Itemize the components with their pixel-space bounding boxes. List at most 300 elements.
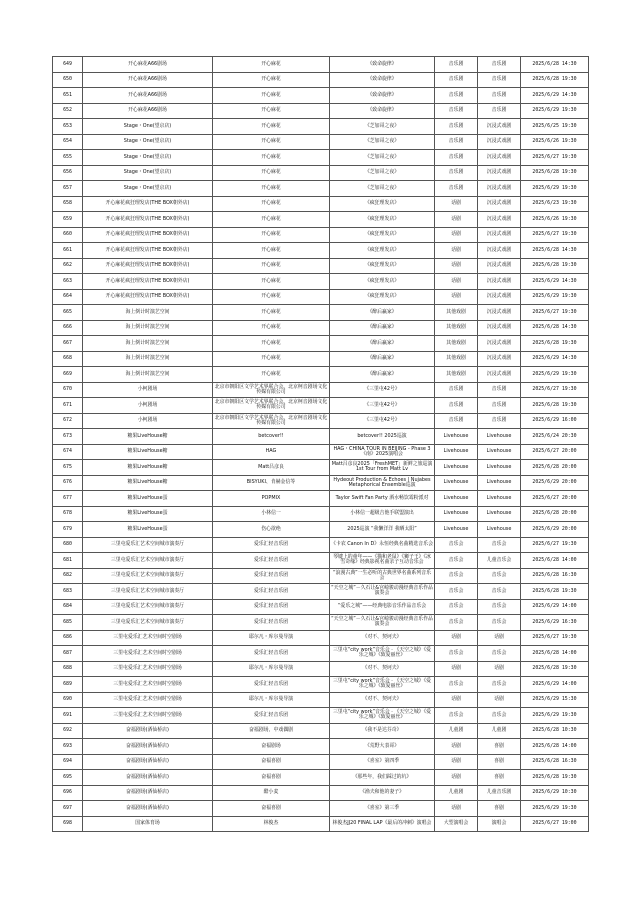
venue-cell: 海上倒计时演艺空间 (83, 305, 213, 321)
category-cell: 其他戏剧 (435, 305, 478, 321)
datetime-cell: 2025/6/29 15:30 (521, 692, 589, 708)
show-title-cell: 《疯狂理发店》 (330, 212, 435, 228)
venue-cell: 糖果LiveHouse蛋 (83, 522, 213, 538)
organizer-cell: 耶尔凡・库尔曼导演 (213, 661, 330, 677)
table-row (53, 615, 589, 631)
organizer-cell: 开心麻花 (213, 196, 330, 212)
venue-cell: 小柯剧场 (83, 413, 213, 429)
venue-cell: 国家体育场 (83, 816, 213, 832)
datetime-cell: 2025/6/29 14:30 (521, 274, 589, 290)
subcategory-cell: 沉浸式戏剧 (478, 320, 521, 336)
show-title-cell: 《三里屯42号》 (330, 413, 435, 429)
table-row (53, 444, 589, 460)
organizer-cell: 开心麻花 (213, 72, 330, 88)
venue-cell: 开心麻花疯狂理发店(THE BOX朝外店) (83, 196, 213, 212)
show-title-cell: 《喜室》第四季 (330, 754, 435, 770)
table-row (53, 289, 589, 305)
row-number-cell: 678 (53, 506, 83, 522)
table-row (53, 429, 589, 445)
show-title-cell: betcover!! 2025巡演 (330, 429, 435, 445)
organizer-cell: 奋福剧场，中戏偶剧 (213, 723, 330, 739)
table-row (53, 475, 589, 491)
row-number-cell: 661 (53, 243, 83, 259)
row-number-cell: 665 (53, 305, 83, 321)
show-title-cell: 《芝加哥之夜》 (330, 150, 435, 166)
row-number-cell: 669 (53, 367, 83, 383)
subcategory-cell: Livehouse (478, 429, 521, 445)
category-cell: 音乐会 (435, 584, 478, 600)
venue-cell: 糖果LiveHouse糖 (83, 460, 213, 476)
subcategory-cell: 音乐会 (478, 615, 521, 631)
category-cell: 话剧 (435, 801, 478, 817)
category-cell: Livehouse (435, 522, 478, 538)
table-row (53, 212, 589, 228)
subcategory-cell: 沉浸式戏剧 (478, 212, 521, 228)
datetime-cell: 2025/6/28 14:30 (521, 243, 589, 259)
show-title-cell: HAG・CHINA TOUR IN BEIJING - Phase 3《南》2025演唱会 (330, 444, 435, 460)
venue-cell: 糖果LiveHouse蛋 (83, 491, 213, 507)
organizer-cell: BISYUKI、肯赫金信等 (213, 475, 330, 491)
organizer-cell: 小林信一 (213, 506, 330, 522)
subcategory-cell: 演唱会 (478, 816, 521, 832)
row-number-cell: 684 (53, 599, 83, 615)
organizer-cell: 耶尔凡・库尔曼导演 (213, 630, 330, 646)
table-row (53, 336, 589, 352)
row-number-cell: 649 (53, 57, 83, 73)
organizer-cell: 爱乐汇轻音乐团 (213, 646, 330, 662)
organizer-cell: Matt吕彦良 (213, 460, 330, 476)
category-cell: 话剧 (435, 289, 478, 305)
show-title-cell: Taylor Swift Fan Party 酒水畅饮霉粉派对 (330, 491, 435, 507)
datetime-cell: 2025/6/26 19:30 (521, 212, 589, 228)
row-number-cell: 693 (53, 739, 83, 755)
table-row (53, 134, 589, 150)
organizer-cell: 爱乐汇轻音乐团 (213, 677, 330, 693)
venue-cell: 小柯剧场 (83, 382, 213, 398)
venue-cell: 三里屯爱乐汇艺术空间城市演奏厅 (83, 537, 213, 553)
datetime-cell: 2025/6/28 19:30 (521, 770, 589, 786)
datetime-cell: 2025/6/28 14:00 (521, 646, 589, 662)
subcategory-cell: 音乐会 (478, 708, 521, 724)
datetime-cell: 2025/6/28 14:30 (521, 320, 589, 336)
organizer-cell: 北京市朝阳区文学艺术界联合会、北京柯音剧场文化传媒有限公司 (213, 398, 330, 414)
category-cell: 其他戏剧 (435, 367, 478, 383)
row-number-cell: 673 (53, 429, 83, 445)
category-cell: Livehouse (435, 429, 478, 445)
table-row (53, 661, 589, 677)
datetime-cell: 2025/6/28 19:30 (521, 661, 589, 677)
show-title-cell: 《对不、契诃夫》 (330, 630, 435, 646)
show-title-cell: 《醉后赢家》 (330, 351, 435, 367)
venue-cell: 海上倒计时演艺空间 (83, 320, 213, 336)
venue-cell: 开心麻花疯狂理发店(THE BOX朝外店) (83, 227, 213, 243)
category-cell: 其他戏剧 (435, 336, 478, 352)
datetime-cell: 2025/6/29 10:30 (521, 785, 589, 801)
datetime-cell: 2025/6/28 16:30 (521, 568, 589, 584)
category-cell: 话剧 (435, 274, 478, 290)
row-number-cell: 675 (53, 460, 83, 476)
show-title-cell: 《渔夫和他的妻子》 (330, 785, 435, 801)
subcategory-cell: 沉浸式戏剧 (478, 258, 521, 274)
row-number-cell: 671 (53, 398, 83, 414)
show-title-cell: Hydeout Production & Echoes | Nujabes Metaphorical Ensemble巡演 (330, 475, 435, 491)
table-row (53, 568, 589, 584)
show-title-cell: “浪漫古典”一生必听的古典世界名曲系列音乐会 (330, 568, 435, 584)
datetime-cell: 2025/6/28 14:30 (521, 57, 589, 73)
subcategory-cell: 沉浸式戏剧 (478, 150, 521, 166)
venue-cell: 糖果LiveHouse糖 (83, 475, 213, 491)
datetime-cell: 2025/6/29 14:30 (521, 88, 589, 104)
category-cell: 音乐剧 (435, 119, 478, 135)
row-number-cell: 681 (53, 553, 83, 569)
venue-cell: 三里屯爱乐汇艺术空间城市演奏厅 (83, 615, 213, 631)
venue-cell: 小柯剧场 (83, 398, 213, 414)
datetime-cell: 2025/6/28 20:00 (521, 460, 589, 476)
show-title-cell: 《醉后赢家》 (330, 305, 435, 321)
subcategory-cell: 音乐剧 (478, 398, 521, 414)
show-title-cell: 《三里屯42号》 (330, 382, 435, 398)
show-title-cell: 《疯狂理发店》 (330, 289, 435, 305)
datetime-cell: 2025/6/28 14:00 (521, 739, 589, 755)
venue-cell: 奋福剧场(酒仙桥店) (83, 770, 213, 786)
datetime-cell: 2025/6/27 19:00 (521, 816, 589, 832)
table-row (53, 150, 589, 166)
table-row (53, 646, 589, 662)
subcategory-cell: 沉浸式戏剧 (478, 165, 521, 181)
show-title-cell: 《致命旋律》 (330, 88, 435, 104)
category-cell: 音乐剧 (435, 165, 478, 181)
row-number-cell: 683 (53, 584, 83, 600)
table-row (53, 506, 589, 522)
show-title-cell: 《三里屯42号》 (330, 398, 435, 414)
table-row (53, 305, 589, 321)
venue-cell: 三里屯爱乐汇艺术空间时空剧场 (83, 661, 213, 677)
show-title-cell: 三里屯“city work”音乐会 · 《天空之城》《爱乐之城》《致爱丽丝》 (330, 646, 435, 662)
category-cell: Livehouse (435, 475, 478, 491)
organizer-cell: betcover!! (213, 429, 330, 445)
table-row (53, 119, 589, 135)
subcategory-cell: Livehouse (478, 475, 521, 491)
venue-cell: 海上倒计时演艺空间 (83, 336, 213, 352)
datetime-cell: 2025/6/27 20:00 (521, 444, 589, 460)
row-number-cell: 674 (53, 444, 83, 460)
category-cell: 话剧 (435, 692, 478, 708)
datetime-cell: 2025/6/28 19:30 (521, 584, 589, 600)
organizer-cell: 耶尔凡・库尔曼导演 (213, 692, 330, 708)
table-row (53, 723, 589, 739)
organizer-cell: 爱乐汇轻音乐团 (213, 537, 330, 553)
category-cell: Livehouse (435, 460, 478, 476)
table-row (53, 460, 589, 476)
venue-cell: 三里屯爱乐汇艺术空间时空剧场 (83, 677, 213, 693)
organizer-cell: 林俊杰 (213, 816, 330, 832)
datetime-cell: 2025/6/27 19:30 (521, 305, 589, 321)
datetime-cell: 2025/6/29 20:00 (521, 522, 589, 538)
row-number-cell: 690 (53, 692, 83, 708)
row-number-cell: 651 (53, 88, 83, 104)
organizer-cell: 北京市朝阳区文学艺术界联合会、北京柯音剧场文化传媒有限公司 (213, 382, 330, 398)
venue-cell: 奋福剧场(酒仙桥店) (83, 723, 213, 739)
datetime-cell: 2025/6/29 14:00 (521, 599, 589, 615)
subcategory-cell: 沉浸式戏剧 (478, 289, 521, 305)
category-cell: 儿童剧 (435, 723, 478, 739)
show-title-cell: “天空之城”－久石让&宫崎骏动漫经典音乐作品演奏会 (330, 615, 435, 631)
category-cell: 音乐剧 (435, 88, 478, 104)
datetime-cell: 2025/6/28 20:00 (521, 506, 589, 522)
subcategory-cell: 话剧 (478, 692, 521, 708)
venue-cell: 奋福剧场(酒仙桥店) (83, 785, 213, 801)
show-title-cell: 《卡农 Canon In D》永恒经典名曲精选音乐会 (330, 537, 435, 553)
organizer-cell: 奋福喜剧 (213, 754, 330, 770)
venue-cell: 开心麻花A66剧场 (83, 72, 213, 88)
category-cell: Livehouse (435, 491, 478, 507)
datetime-cell: 2025/6/28 19:30 (521, 165, 589, 181)
subcategory-cell: 音乐剧 (478, 382, 521, 398)
subcategory-cell: Livehouse (478, 460, 521, 476)
category-cell: 音乐剧 (435, 72, 478, 88)
venue-cell: Stage・One(望京店) (83, 150, 213, 166)
row-number-cell: 654 (53, 134, 83, 150)
category-cell: 音乐会 (435, 646, 478, 662)
subcategory-cell: 话剧 (478, 630, 521, 646)
subcategory-cell: 喜剧 (478, 770, 521, 786)
datetime-cell: 2025/6/29 19:30 (521, 708, 589, 724)
show-title-cell: 《喜室》第三季 (330, 801, 435, 817)
row-number-cell: 655 (53, 150, 83, 166)
organizer-cell: 开心麻花 (213, 181, 330, 197)
show-title-cell: 《疯狂理发店》 (330, 196, 435, 212)
venue-cell: 糖果LiveHouse糖 (83, 429, 213, 445)
datetime-cell: 2025/6/27 19:30 (521, 227, 589, 243)
subcategory-cell: 沉浸式戏剧 (478, 196, 521, 212)
row-number-cell: 659 (53, 212, 83, 228)
venue-cell: 奋福剧场(酒仙桥店) (83, 739, 213, 755)
category-cell: 音乐剧 (435, 150, 478, 166)
category-cell: 其他戏剧 (435, 320, 478, 336)
venue-cell: 三里屯爱乐汇艺术空间城市演奏厅 (83, 568, 213, 584)
category-cell: 音乐会 (435, 615, 478, 631)
subcategory-cell: 音乐会 (478, 646, 521, 662)
subcategory-cell: 沉浸式戏剧 (478, 119, 521, 135)
table-row (53, 770, 589, 786)
venue-cell: 奋福剧场(酒仙桥店) (83, 754, 213, 770)
table-row (53, 351, 589, 367)
organizer-cell: 酷小麦 (213, 785, 330, 801)
subcategory-cell: 音乐会 (478, 677, 521, 693)
subcategory-cell: Livehouse (478, 506, 521, 522)
subcategory-cell: Livehouse (478, 491, 521, 507)
datetime-cell: 2025/6/28 14:00 (521, 553, 589, 569)
organizer-cell: 奋福喜剧 (213, 801, 330, 817)
organizer-cell: 开心麻花 (213, 258, 330, 274)
row-number-cell: 667 (53, 336, 83, 352)
show-title-cell: 《我不是达芬奇》 (330, 723, 435, 739)
datetime-cell: 2025/6/29 20:00 (521, 475, 589, 491)
table-row (53, 196, 589, 212)
organizer-cell: 开心麻花 (213, 320, 330, 336)
row-number-cell: 680 (53, 537, 83, 553)
show-title-cell: 《对不、契诃夫》 (330, 692, 435, 708)
show-title-cell: 《对不、契诃夫》 (330, 661, 435, 677)
datetime-cell: 2025/6/23 19:30 (521, 196, 589, 212)
subcategory-cell: Livehouse (478, 444, 521, 460)
show-title-cell: 《疯狂理发店》 (330, 258, 435, 274)
datetime-cell: 2025/6/29 14:00 (521, 677, 589, 693)
show-title-cell: 林俊杰JJ20 FINAL LAP《最后的冲刺》演唱会 (330, 816, 435, 832)
row-number-cell: 679 (53, 522, 83, 538)
show-title-cell: Matt吕彦良2025「FreshMET」新鲜之旅巡演 1st Tour from Matt Lv (330, 460, 435, 476)
organizer-cell: 开心麻花 (213, 165, 330, 181)
subcategory-cell: 沉浸式戏剧 (478, 367, 521, 383)
table-row (53, 491, 589, 507)
category-cell: Livehouse (435, 444, 478, 460)
row-number-cell: 650 (53, 72, 83, 88)
venue-cell: 糖果LiveHouse糖 (83, 444, 213, 460)
row-number-cell: 652 (53, 103, 83, 119)
category-cell: 音乐剧 (435, 103, 478, 119)
venue-cell: 三里屯爱乐汇艺术空间城市演奏厅 (83, 553, 213, 569)
show-title-cell: 《芝加哥之夜》 (330, 119, 435, 135)
row-number-cell: 694 (53, 754, 83, 770)
datetime-cell: 2025/6/28 19:30 (521, 258, 589, 274)
row-number-cell: 689 (53, 677, 83, 693)
datetime-cell: 2025/6/27 19:30 (521, 150, 589, 166)
datetime-cell: 2025/6/29 16:00 (521, 413, 589, 429)
subcategory-cell: 沉浸式戏剧 (478, 134, 521, 150)
datetime-cell: 2025/6/27 19:30 (521, 537, 589, 553)
organizer-cell: 奋福剧场 (213, 739, 330, 755)
row-number-cell: 682 (53, 568, 83, 584)
category-cell: 音乐会 (435, 708, 478, 724)
table-row (53, 801, 589, 817)
organizer-cell: 开心麻花 (213, 336, 330, 352)
category-cell: 儿童剧 (435, 785, 478, 801)
subcategory-cell: 音乐剧 (478, 57, 521, 73)
table-row (53, 227, 589, 243)
subcategory-cell: 音乐剧 (478, 72, 521, 88)
category-cell: 话剧 (435, 243, 478, 259)
category-cell: 音乐会 (435, 553, 478, 569)
subcategory-cell: 沉浸式戏剧 (478, 305, 521, 321)
venue-cell: Stage・One(望京店) (83, 165, 213, 181)
venue-cell: 三里屯爱乐汇艺术空间时空剧场 (83, 630, 213, 646)
table-row (53, 382, 589, 398)
venue-cell: 三里屯爱乐汇艺术空间城市演奏厅 (83, 584, 213, 600)
row-number-cell: 663 (53, 274, 83, 290)
organizer-cell: 爱乐汇轻音乐团 (213, 615, 330, 631)
row-number-cell: 666 (53, 320, 83, 336)
organizer-cell: 爱乐汇轻音乐团 (213, 553, 330, 569)
table-row (53, 816, 589, 832)
venue-cell: 三里屯爱乐汇艺术空间城市演奏厅 (83, 599, 213, 615)
row-number-cell: 697 (53, 801, 83, 817)
category-cell: 音乐剧 (435, 134, 478, 150)
table-row (53, 57, 589, 73)
category-cell: 音乐剧 (435, 382, 478, 398)
category-cell: 音乐剧 (435, 398, 478, 414)
subcategory-cell: 沉浸式戏剧 (478, 336, 521, 352)
organizer-cell: 开心麻花 (213, 274, 330, 290)
datetime-cell: 2025/6/28 10:30 (521, 723, 589, 739)
datetime-cell: 2025/6/28 19:30 (521, 398, 589, 414)
organizer-cell: 开心麻花 (213, 289, 330, 305)
category-cell: 音乐剧 (435, 181, 478, 197)
organizer-cell: 爱乐汇轻音乐团 (213, 599, 330, 615)
category-cell: 音乐会 (435, 599, 478, 615)
organizer-cell: 开心麻花 (213, 134, 330, 150)
subcategory-cell: 沉浸式戏剧 (478, 243, 521, 259)
datetime-cell: 2025/6/25 19:30 (521, 119, 589, 135)
venue-cell: 海上倒计时演艺空间 (83, 367, 213, 383)
venue-cell: 三里屯爱乐汇艺术空间时空剧场 (83, 708, 213, 724)
row-number-cell: 695 (53, 770, 83, 786)
venue-cell: 奋福剧场(酒仙桥店) (83, 801, 213, 817)
show-title-cell: 《致命旋律》 (330, 103, 435, 119)
row-number-cell: 677 (53, 491, 83, 507)
table-row (53, 677, 589, 693)
venue-cell: Stage・One(望京店) (83, 181, 213, 197)
datetime-cell: 2025/6/27 19:30 (521, 630, 589, 646)
subcategory-cell: 喜剧 (478, 801, 521, 817)
venue-cell: 开心麻花疯狂理发店(THE BOX朝外店) (83, 212, 213, 228)
show-title-cell: 《醉后赢家》 (330, 336, 435, 352)
organizer-cell: 伤心欲绝 (213, 522, 330, 538)
table-row (53, 243, 589, 259)
subcategory-cell: 儿童剧 (478, 723, 521, 739)
table-row (53, 413, 589, 429)
datetime-cell: 2025/6/28 16:30 (521, 754, 589, 770)
show-title-cell: 《疯狂理发店》 (330, 243, 435, 259)
organizer-cell: 开心麻花 (213, 212, 330, 228)
subcategory-cell: 话剧 (478, 661, 521, 677)
table-row (53, 72, 589, 88)
organizer-cell: POPMIX (213, 491, 330, 507)
row-number-cell: 660 (53, 227, 83, 243)
organizer-cell: 北京市朝阳区文学艺术界联合会、北京柯音剧场文化传媒有限公司 (213, 413, 330, 429)
venue-cell: 三里屯爱乐汇艺术空间时空剧场 (83, 692, 213, 708)
table-row (53, 181, 589, 197)
row-number-cell: 670 (53, 382, 83, 398)
category-cell: 话剧 (435, 770, 478, 786)
venue-cell: 海上倒计时演艺空间 (83, 351, 213, 367)
table-row (53, 692, 589, 708)
row-number-cell: 672 (53, 413, 83, 429)
row-number-cell: 653 (53, 119, 83, 135)
show-title-cell: 《芝加哥之夜》 (330, 165, 435, 181)
subcategory-cell: 喜剧 (478, 754, 521, 770)
venue-cell: 开心麻花疯狂理发店(THE BOX朝外店) (83, 243, 213, 259)
venue-cell: 开心麻花A66剧场 (83, 103, 213, 119)
row-number-cell: 698 (53, 816, 83, 832)
datetime-cell: 2025/6/29 19:30 (521, 801, 589, 817)
table-row (53, 708, 589, 724)
organizer-cell: 奋福喜剧 (213, 770, 330, 786)
datetime-cell: 2025/6/27 19:30 (521, 382, 589, 398)
table-row (53, 320, 589, 336)
category-cell: 话剧 (435, 258, 478, 274)
category-cell: 话剧 (435, 661, 478, 677)
row-number-cell: 657 (53, 181, 83, 197)
show-title-cell: 三里屯“city work”音乐会 · 《天空之城》《爱乐之城》《致爱丽丝》 (330, 677, 435, 693)
datetime-cell: 2025/6/29 19:30 (521, 367, 589, 383)
subcategory-cell: 沉浸式戏剧 (478, 351, 521, 367)
table-row (53, 367, 589, 383)
organizer-cell: 开心麻花 (213, 351, 330, 367)
subcategory-cell: 喜剧 (478, 739, 521, 755)
category-cell: 话剧 (435, 739, 478, 755)
show-title-cell: 《芝加哥之夜》 (330, 181, 435, 197)
datetime-cell: 2025/6/29 19:30 (521, 289, 589, 305)
